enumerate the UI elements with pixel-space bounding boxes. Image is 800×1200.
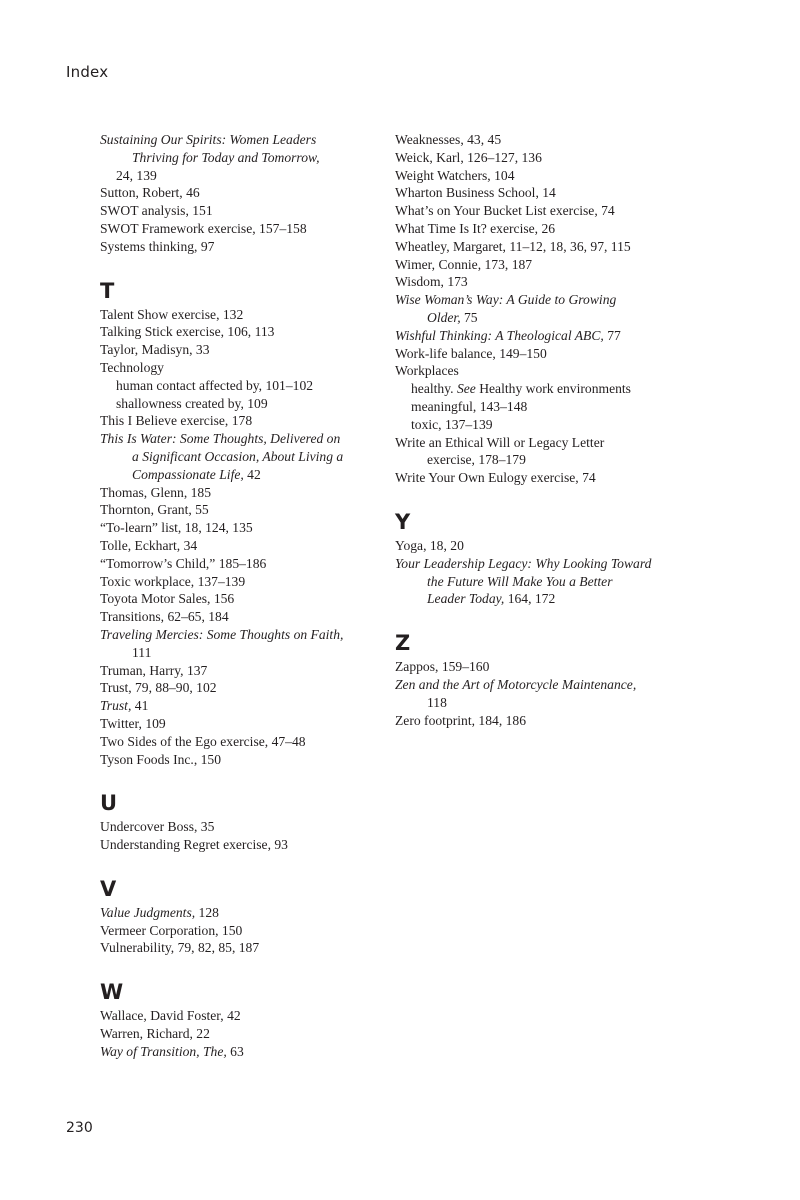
index-letter-heading: Z <box>395 631 411 656</box>
page-number: 230 <box>66 1120 93 1136</box>
entry-text: Tolle, Eckhart, 34 <box>100 537 198 553</box>
index-entry <box>100 519 390 537</box>
entry-text: Your Leadership Legacy: Why Looking Toward <box>395 555 652 571</box>
index-entry <box>395 434 685 452</box>
entry-text: Vulnerability, 79, 82, 85, 187 <box>100 940 260 956</box>
entry-text: Thriving for Today and Tomorrow, <box>132 149 320 165</box>
index-column-left <box>100 131 390 1061</box>
index-letter-heading: T <box>100 278 115 303</box>
index-entry <box>100 184 390 202</box>
entry-text: Zero footprint, 184, 186 <box>395 712 527 728</box>
entry-locator: 75 <box>460 309 478 325</box>
index-entry <box>395 291 685 309</box>
entry-text: Traveling Mercies: Some Thoughts on Faith, <box>100 626 344 642</box>
entry-text: Wishful Thinking: A Theological ABC, <box>395 327 604 343</box>
index-entry <box>395 238 685 256</box>
entry-text: SWOT analysis, 151 <box>100 203 213 219</box>
entry-text: 24, 139 <box>116 167 157 183</box>
index-entry <box>100 608 390 626</box>
entry-text: meaningful, 143–148 <box>411 398 528 414</box>
index-entry <box>100 697 390 715</box>
index-entry <box>395 658 685 676</box>
index-entry <box>100 590 390 608</box>
entry-text: Warren, Richard, 22 <box>100 1026 210 1042</box>
entry-text: a Significant Occasion, About Living a <box>132 448 344 464</box>
index-entry-continuation <box>395 573 685 591</box>
index-entry <box>395 273 685 291</box>
index-entry <box>100 751 390 769</box>
index-entry-continuation <box>100 149 390 167</box>
index-entry-continuation <box>395 451 685 469</box>
index-entry <box>395 256 685 274</box>
entry-text: Zen and the Art of Motorcycle Maintenance, <box>395 676 637 692</box>
index-entry <box>395 676 685 694</box>
entry-text: Toyota Motor Sales, 156 <box>100 591 235 607</box>
entry-text: This Is Water: Some Thoughts, Delivered on <box>100 431 341 447</box>
entry-text: Tyson Foods Inc., 150 <box>100 751 222 767</box>
entry-text: Taylor, Madisyn, 33 <box>100 342 210 358</box>
entry-text: What Time Is It? exercise, 26 <box>395 220 556 236</box>
entry-text: 111 <box>132 644 152 660</box>
index-entry <box>100 501 390 519</box>
entry-text: Sustaining Our Spirits: Women Leaders <box>100 132 317 147</box>
index-letter-heading: Y <box>395 509 411 534</box>
index-entry <box>100 922 390 940</box>
entry-text: shallowness created by, 109 <box>116 395 268 411</box>
entry-text: Wise Woman’s Way: A Guide to Growing <box>395 292 617 308</box>
entry-text: Understanding Regret exercise, 93 <box>100 837 288 853</box>
index-entry <box>100 555 390 573</box>
entry-locator: 42 <box>243 466 261 482</box>
index-entry <box>395 712 685 730</box>
entry-text: Technology <box>100 359 164 375</box>
index-entry-continuation <box>100 448 390 466</box>
index-entry <box>100 1043 390 1061</box>
index-entry <box>395 220 685 238</box>
entry-text: 118 <box>427 694 447 710</box>
entry-text: Weaknesses, 43, 45 <box>395 132 502 147</box>
index-entry <box>100 430 390 448</box>
index-subentry <box>395 416 685 434</box>
index-entry <box>395 184 685 202</box>
index-entry <box>100 818 390 836</box>
entry-text: This I Believe exercise, 178 <box>100 413 253 429</box>
index-entry <box>395 167 685 185</box>
index-entry <box>100 484 390 502</box>
index-entry <box>395 555 685 573</box>
index-entry <box>395 149 685 167</box>
entry-locator: Healthy work environments <box>475 381 631 397</box>
index-entry <box>395 131 685 149</box>
entry-text: Weight Watchers, 104 <box>395 167 515 183</box>
entry-locator: 63 <box>226 1043 244 1059</box>
index-column-right <box>395 131 685 729</box>
index-entry-continuation <box>395 694 685 712</box>
index-entry <box>395 327 685 345</box>
entry-text: SWOT Framework exercise, 157–158 <box>100 220 307 236</box>
entry-locator: 77 <box>603 327 621 343</box>
entry-text: Weick, Karl, 126–127, 136 <box>395 149 542 165</box>
index-entry-continuation <box>395 309 685 327</box>
entry-locator: 41 <box>131 698 149 714</box>
entry-text: Value Judgments, <box>100 904 196 920</box>
index-subentry <box>100 377 390 395</box>
entry-text: Thornton, Grant, 55 <box>100 502 209 518</box>
entry-text: Sutton, Robert, 46 <box>100 185 200 201</box>
index-entry <box>100 715 390 733</box>
entry-text: Write an Ethical Will or Legacy Letter <box>395 434 605 450</box>
entry-text: “Tomorrow’s Child,” 185–186 <box>100 555 267 571</box>
entry-text: Leader Today, <box>427 591 505 607</box>
index-entry <box>100 238 390 256</box>
entry-text: “To-learn” list, 18, 124, 135 <box>100 520 253 536</box>
index-entry-continuation <box>100 466 390 484</box>
index-entry <box>100 1007 390 1025</box>
index-subentry <box>395 398 685 416</box>
entry-text: exercise, 178–179 <box>427 452 526 468</box>
entry-text: Thomas, Glenn, 185 <box>100 484 212 500</box>
index-entry <box>100 679 390 697</box>
see-reference: See <box>456 381 476 397</box>
index-entry <box>395 202 685 220</box>
entry-text: Wisdom, 173 <box>395 274 468 290</box>
entry-text: Trust, <box>100 698 132 714</box>
entry-text: Wharton Business School, 14 <box>395 185 556 201</box>
index-entry <box>100 573 390 591</box>
index-entry <box>395 469 685 487</box>
index-entry <box>100 306 390 324</box>
entry-text: Wallace, David Foster, 42 <box>100 1008 241 1024</box>
index-letter-heading: U <box>100 791 118 816</box>
entry-text: the Future Will Make You a Better <box>427 573 613 589</box>
index-entry <box>395 362 685 380</box>
running-head: Index <box>66 63 109 81</box>
entry-text: Truman, Harry, 137 <box>100 662 208 678</box>
index-letter-heading: W <box>100 980 124 1005</box>
index-letter-heading: V <box>100 876 117 901</box>
index-entry <box>100 131 390 149</box>
entry-locator: 164, 172 <box>504 591 556 607</box>
index-entry <box>100 537 390 555</box>
entry-text: Wheatley, Margaret, 11–12, 18, 36, 97, 115 <box>395 238 631 254</box>
index-entry-continuation <box>100 644 390 662</box>
entry-text: Transitions, 62–65, 184 <box>100 609 229 625</box>
entry-text: Systems thinking, 97 <box>100 238 215 254</box>
index-entry <box>100 939 390 957</box>
entry-text: Older, <box>427 309 461 325</box>
index-entry <box>100 904 390 922</box>
entry-text: Talent Show exercise, 132 <box>100 306 244 322</box>
entry-text: toxic, 137–139 <box>411 416 493 432</box>
index-entry <box>100 662 390 680</box>
index-entry <box>100 323 390 341</box>
entry-text: Vermeer Corporation, 150 <box>100 922 243 938</box>
index-entry <box>395 537 685 555</box>
index-entry <box>395 345 685 363</box>
entry-text: What’s on Your Bucket List exercise, 74 <box>395 203 615 219</box>
index-entry <box>100 412 390 430</box>
index-entry <box>100 202 390 220</box>
index-entry <box>100 341 390 359</box>
index-entry-continuation <box>395 590 685 608</box>
index-subentry <box>100 395 390 413</box>
entry-text: human contact affected by, 101–102 <box>116 377 314 393</box>
entry-text: Two Sides of the Ego exercise, 47–48 <box>100 733 306 749</box>
index-entry <box>100 359 390 377</box>
index-subentry <box>100 167 390 185</box>
index-entry <box>100 626 390 644</box>
entry-text: Twitter, 109 <box>100 715 166 731</box>
entry-text: Way of Transition, The, <box>100 1043 227 1059</box>
entry-text: Work-life balance, 149–150 <box>395 345 547 361</box>
index-entry <box>100 733 390 751</box>
entry-text: Trust, 79, 88–90, 102 <box>100 680 217 696</box>
entry-text: Compassionate Life, <box>132 466 244 482</box>
entry-text: healthy. <box>411 381 454 397</box>
index-entry <box>100 220 390 238</box>
entry-text: Talking Stick exercise, 106, 113 <box>100 324 275 340</box>
index-entry <box>100 836 390 854</box>
entry-text: Toxic workplace, 137–139 <box>100 573 246 589</box>
entry-text: Zappos, 159–160 <box>395 659 490 675</box>
index-entry <box>100 1025 390 1043</box>
entry-text: Write Your Own Eulogy exercise, 74 <box>395 470 596 486</box>
entry-text: Workplaces <box>395 363 459 379</box>
entry-locator: 128 <box>195 904 219 920</box>
entry-text: Wimer, Connie, 173, 187 <box>395 256 533 272</box>
entry-text: Yoga, 18, 20 <box>395 537 464 553</box>
entry-text: Undercover Boss, 35 <box>100 819 215 835</box>
index-subentry <box>395 380 685 398</box>
